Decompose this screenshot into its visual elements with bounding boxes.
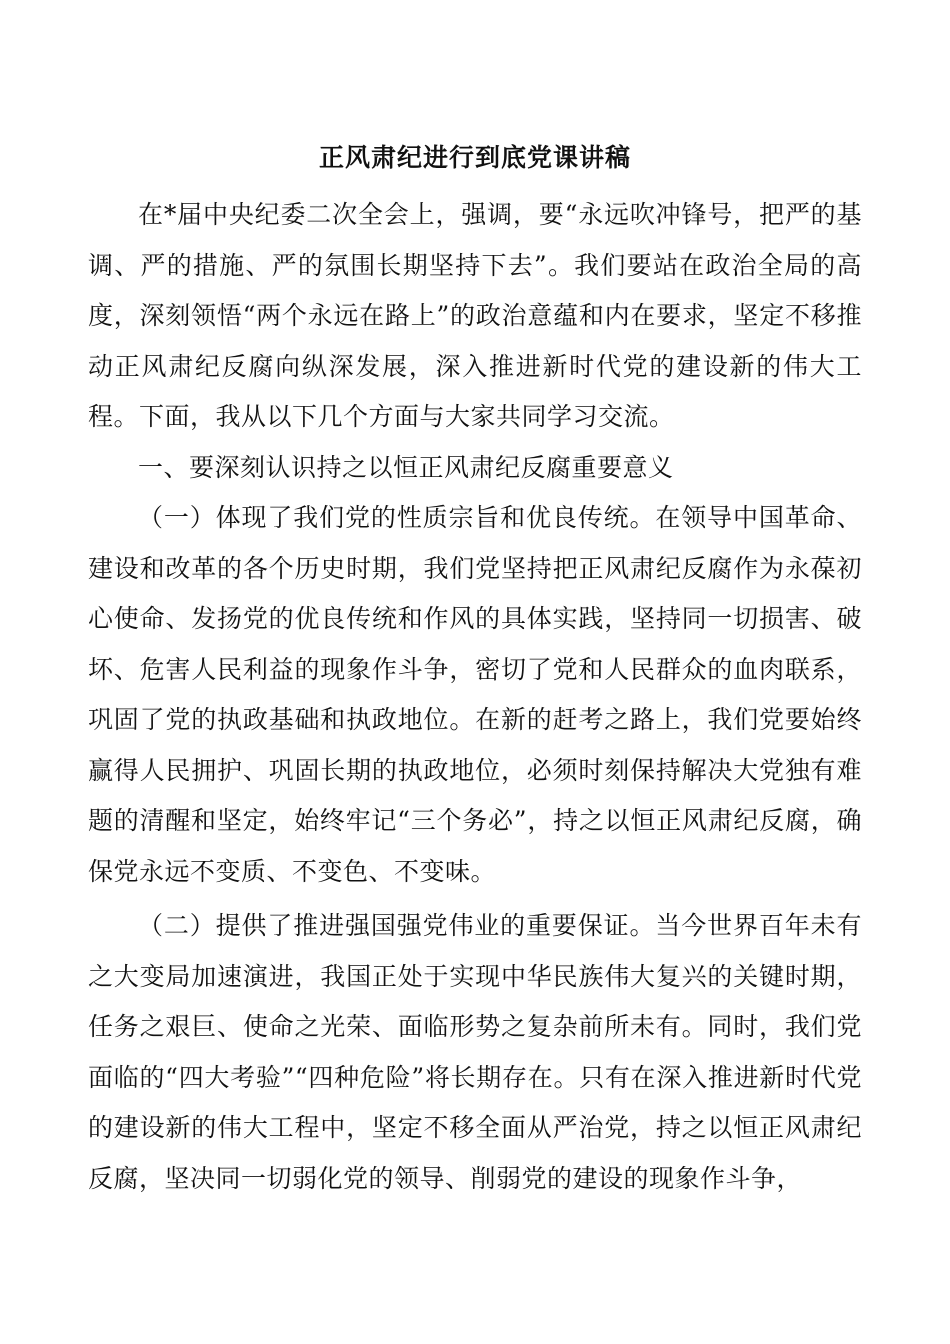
subsection-paragraph-1: （一）体现了我们党的性质宗旨和优良传统。在领导中国革命、建设和改革的各个历史时期，我们党坚持把正风肃纪反腐作为永葆初心使命、发扬党的优良传统和作风的具体实践，坚持同一切损害、破坏、危害人民利益的现象作斗争，密切了党和人民群众的血肉联系，巩固了党的执政基础和执政地位。在新的赶考之路上，我们党要始终赢得人民拥护、巩固长期的执政地位，必须时刻保持解决大党独有难题的清醒和坚定，始终牢记“三个务必”，持之以恒正风肃纪反腐，确保党永远不变质、不变色、不变味。 — [88, 503, 862, 886]
document-page — [88, 140, 862, 1204]
section-heading-1: 一、要深刻认识持之以恒正风肃纪反腐重要意义 — [138, 452, 674, 482]
document-title: 正风肃纪进行到底党课讲稿 — [318, 143, 631, 172]
subsection-paragraph-2: （二）提供了推进强国强党伟业的重要保证。当今世界百年未有之大变局加速演进，我国正处于实现中华民族伟大复兴的关键时期，任务之艰巨、使命之光荣、面临形势之复杂前所未有。同时，我们党面临的“四大考验”“四种危险”将长期存在。只有在深入推进新时代党的建设新的伟大工程中，坚定不移全面从严治党，持之以恒正风肃纪反腐，坚决同一切弱化党的领导、削弱党的建设的现象作斗争， — [88, 911, 862, 1193]
intro-paragraph: 在*届中央纪委二次全会上，强调，要“永远吹冲锋号，把严的基调、严的措施、严的氛围长期坚持下去”。我们要站在政治全局的高度，深刻领悟“两个永远在路上”的政治意蕴和内在要求，坚定不移推动正风肃纪反腐向纵深发展，深入推进新时代党的建设新的伟大工程。下面，我从以下几个方面与大家共同学习交流。 — [88, 200, 862, 431]
